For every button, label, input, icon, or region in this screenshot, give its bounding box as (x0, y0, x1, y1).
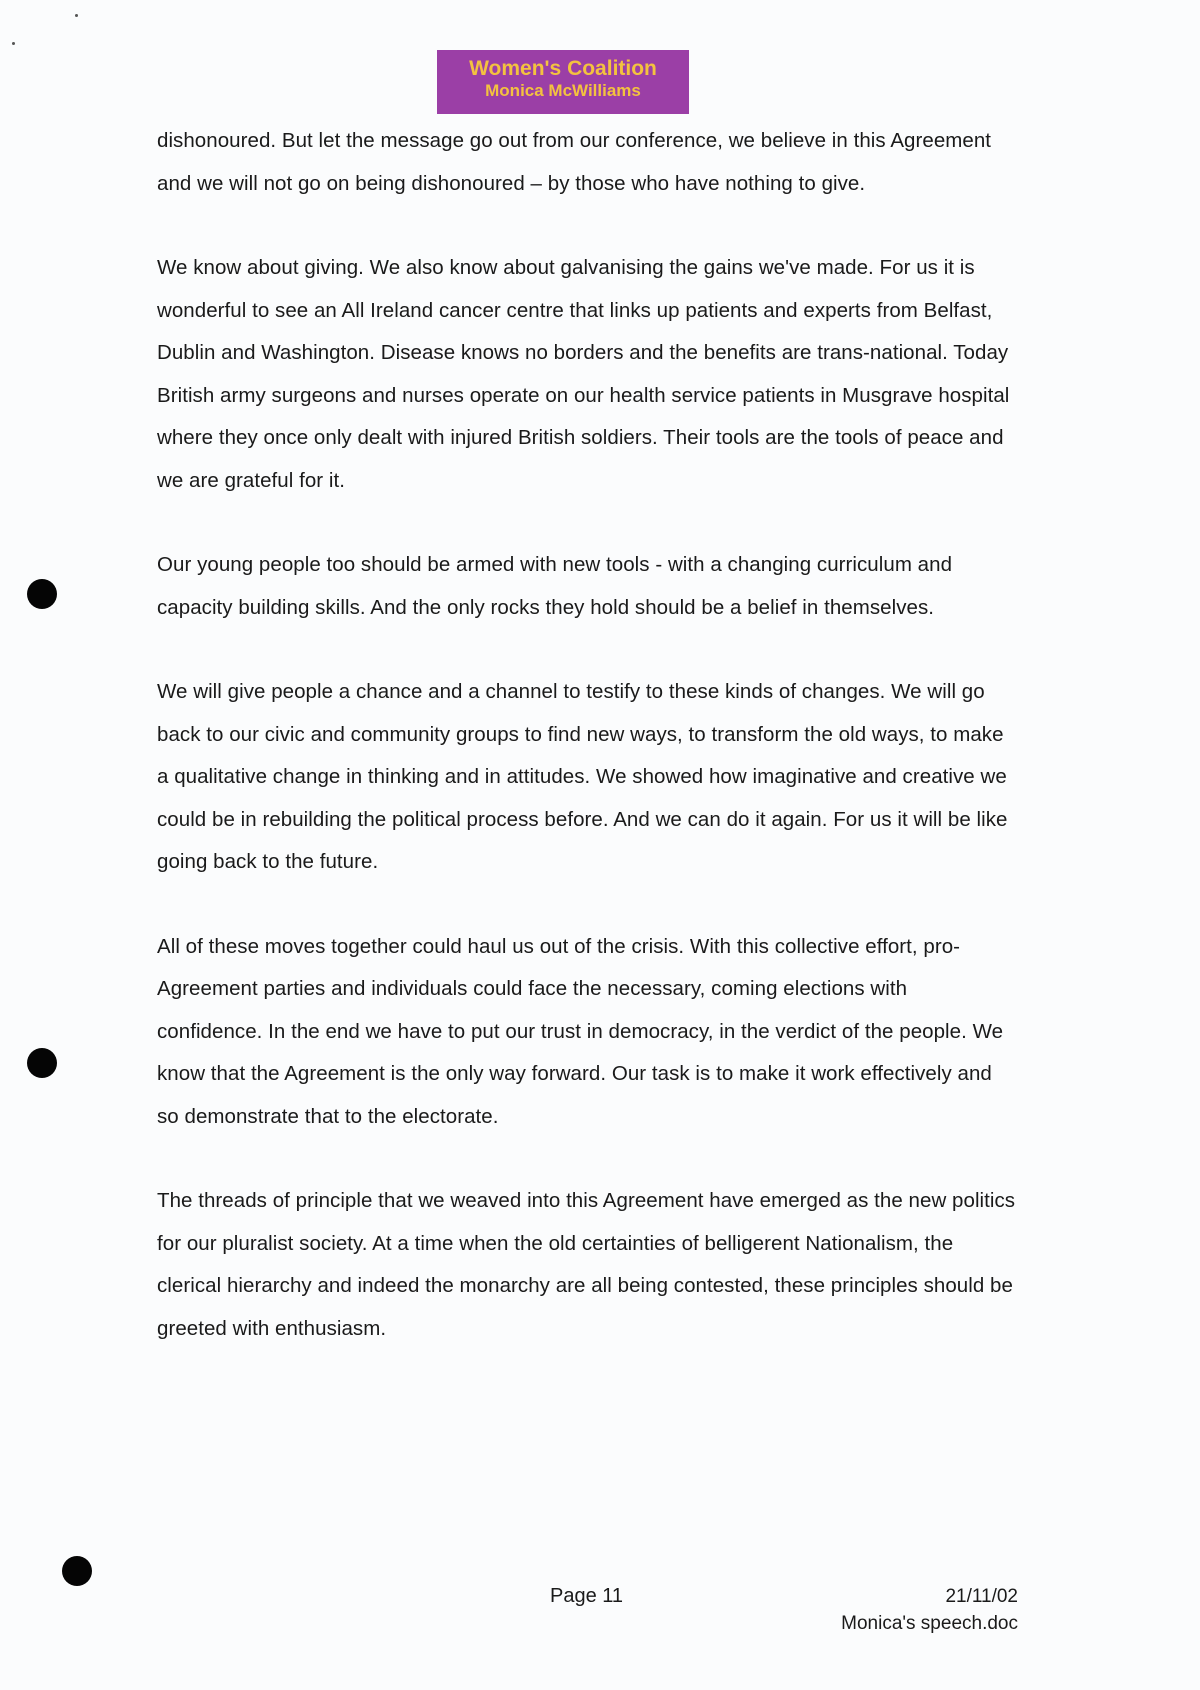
paragraph: We will give people a chance and a channel to testify to these kinds of changes. We will go back to our civic and community groups to find new ways, to transform the old ways, to make a qualitative change in thinking and in attitudes. We showed how imaginative and creative we could be in rebuilding the political process before. And we can do it again. For us it will be like going back to the future. (157, 680, 1008, 873)
page-number: Page 11 (550, 1585, 624, 1607)
footer-filename: Monica's speech.doc (841, 1613, 1018, 1634)
binder-hole (27, 579, 57, 609)
scan-speck (75, 14, 78, 17)
binder-hole (62, 1556, 92, 1586)
paragraph: We know about giving. We also know about galvanising the gains we've made. For us it is wonderful to see an All Ireland cancer centre that links up patients and experts from Belfast, Dublin and Washington. Disease knows no borders and the benefits are trans-national. Today British army surgeons and nurses operate on our health service patients in Musgrave hospital where they once only dealt with injured British soldiers. Their tools are the tools of peace and we are grateful for it. (157, 256, 1010, 492)
paragraph: Our young people too should be armed with new tools - with a changing curriculum and capacity building skills. And the only rocks they hold should be a belief in themselves. (157, 553, 953, 619)
footer-date: 21/11/02 (945, 1586, 1018, 1607)
paragraph: All of these moves together could haul us out of the crisis. With this collective effort, pro-Agreement parties and individuals could face the necessary, coming elections with confidence. In the end we have to put our trust in democracy, in the verdict of the people. We know that the Agreement is the only way forward. Our task is to make it work effectively and so demonstrate that to the electorate. (157, 934, 1004, 1128)
paragraph: dishonoured. But let the message go out from our conference, we believe in this Agreement and we will not go on being dishonoured – by those who have nothing to give. (157, 129, 992, 195)
speaker-name: Monica McWilliams (485, 81, 641, 101)
organization-name: Women's Coalition (469, 57, 657, 80)
paragraph: The threads of principle that we weaved into this Agreement have emerged as the new politics for our pluralist society. At a time when the old certainties of belligerent Nationalism, the clerical hierarchy and indeed the monarchy are all being contested, these principles should be greeted with enthusiasm. (157, 1189, 1016, 1340)
speech-body (157, 120, 1017, 1392)
scan-speck (12, 42, 15, 45)
footer-meta (841, 1583, 1018, 1637)
header-logo-box (437, 50, 689, 114)
binder-hole (27, 1048, 57, 1078)
